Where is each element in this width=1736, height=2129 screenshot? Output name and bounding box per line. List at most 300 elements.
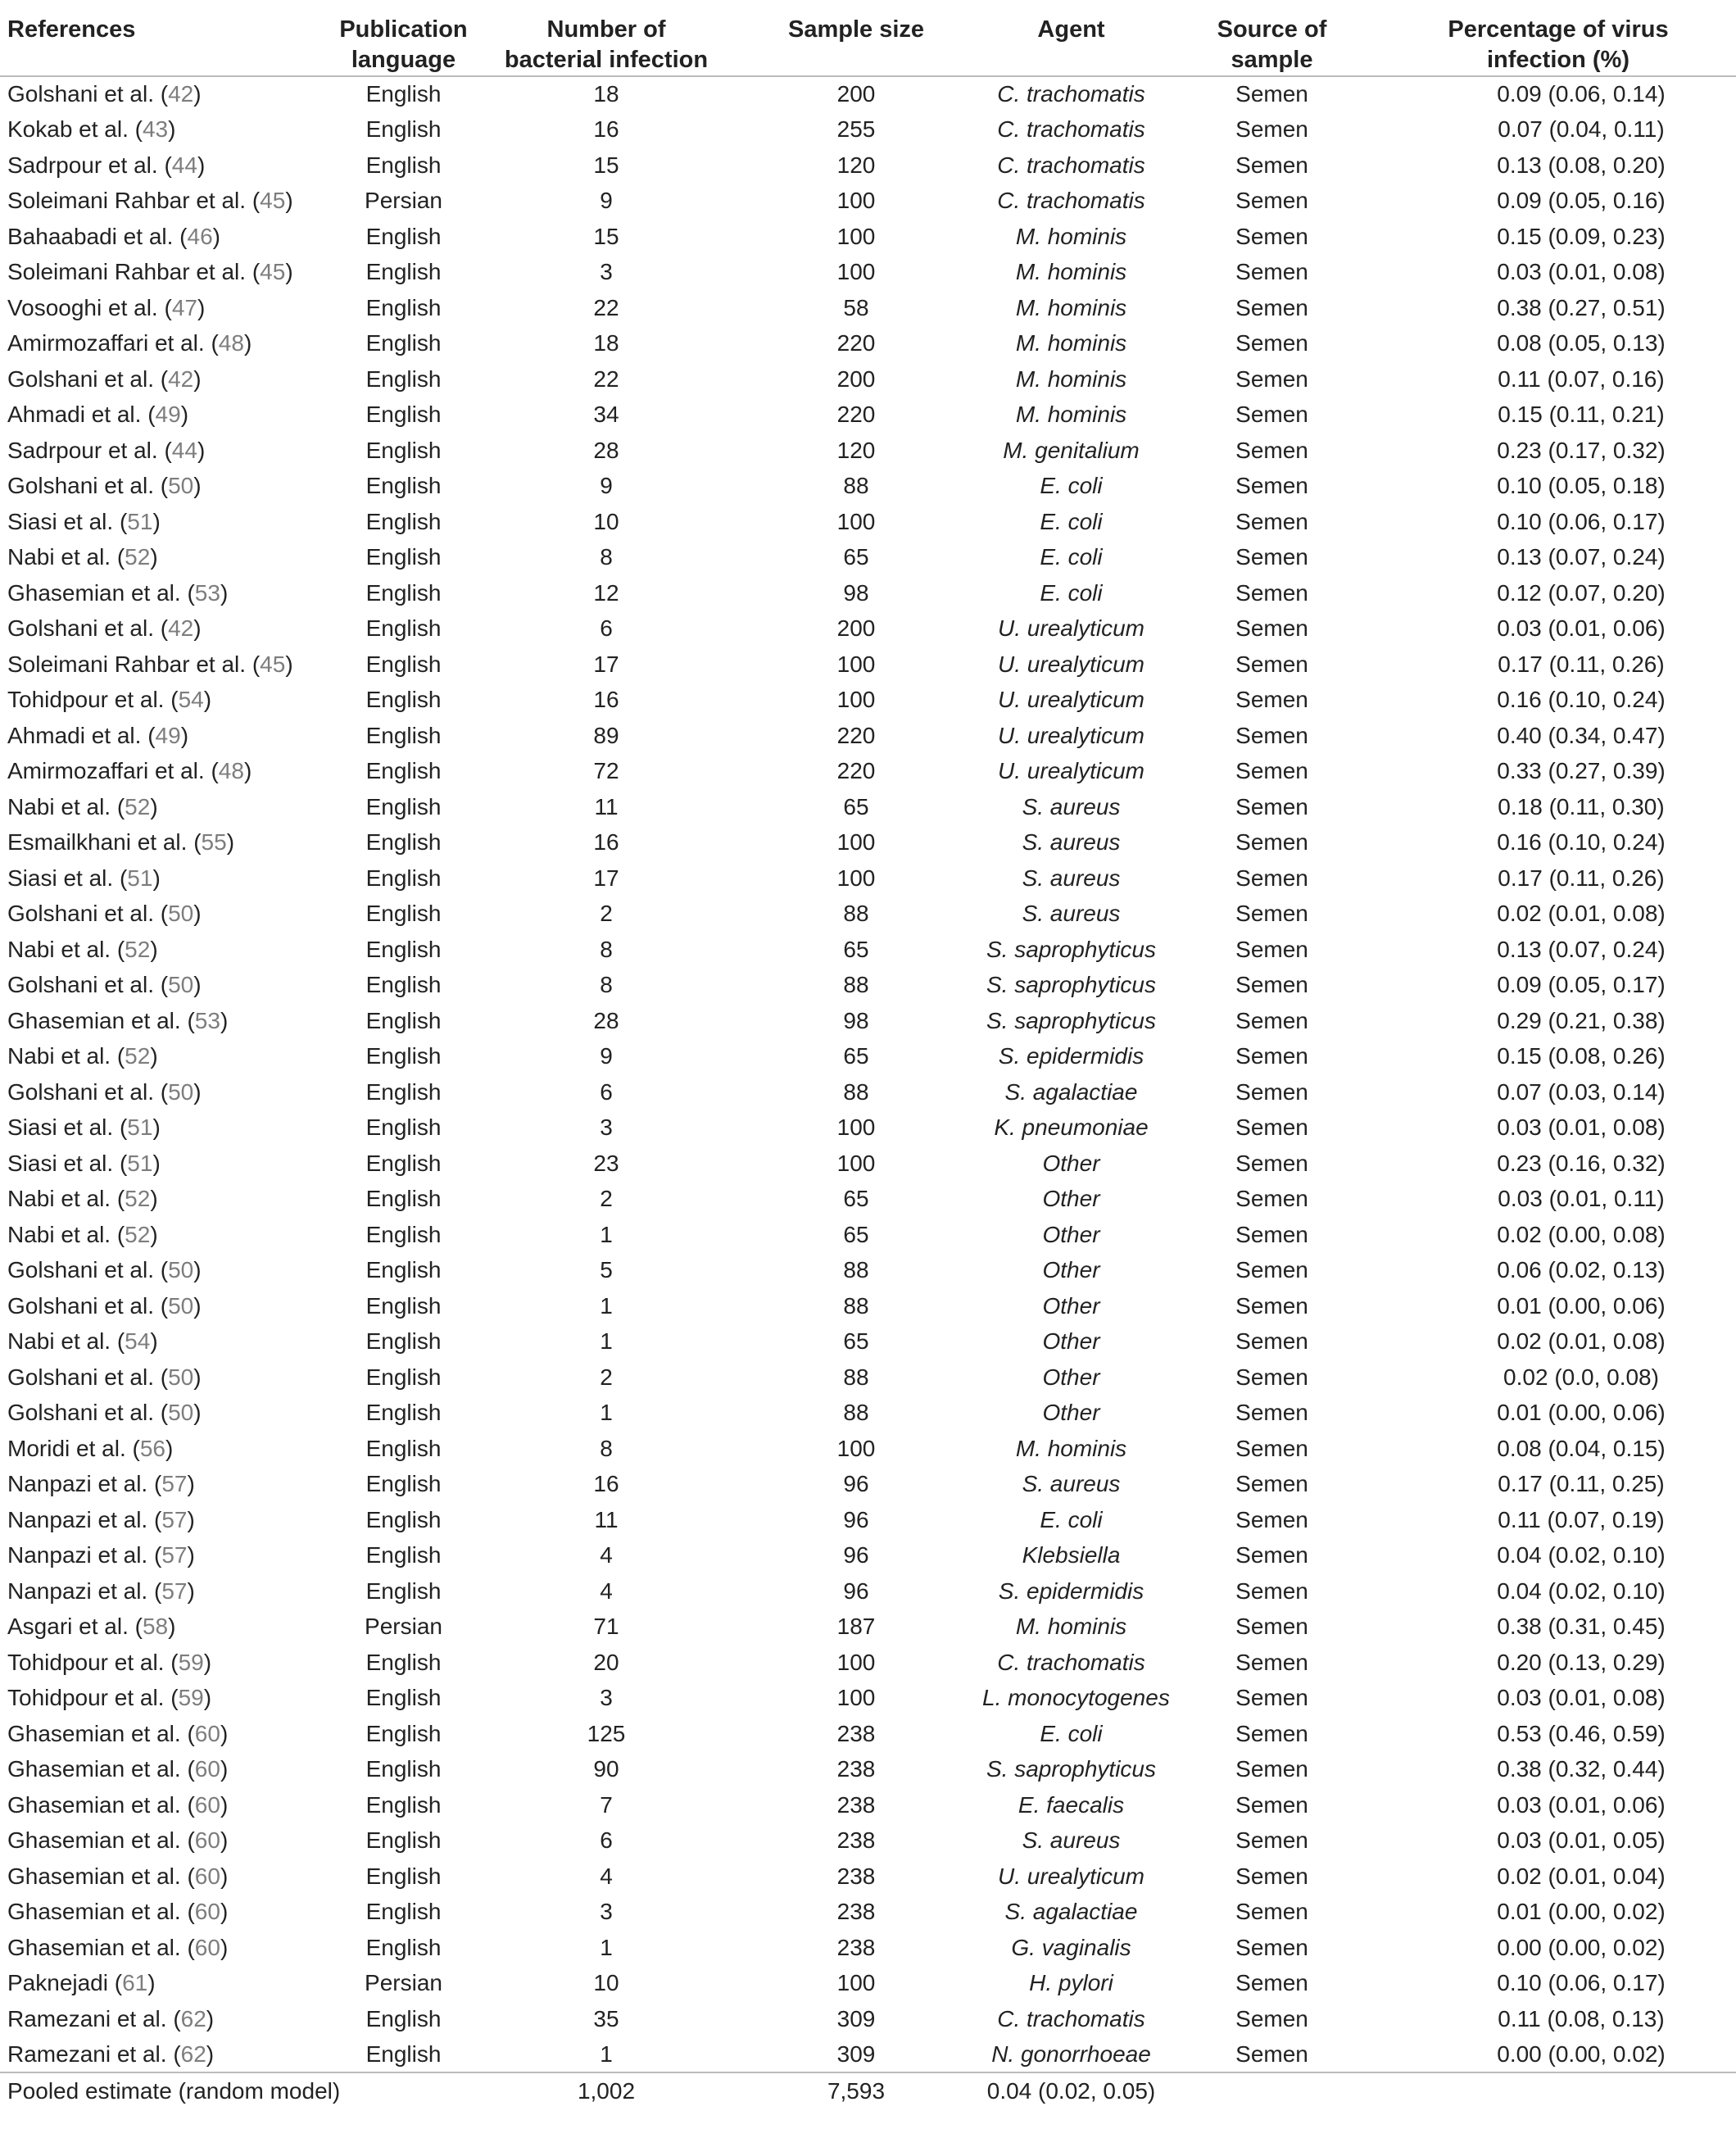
- reference-citation-number: 43: [142, 116, 169, 143]
- bacterial-infection-count-cell: 1: [600, 2040, 613, 2067]
- publication-language-cell: English: [365, 615, 442, 642]
- reference-cell: [0, 326, 328, 362]
- reference-author: Ghasemian et al. (: [7, 579, 195, 606]
- publication-language-cell: English: [365, 116, 442, 143]
- source-of-sample-cell: Semen: [1235, 544, 1308, 570]
- source-of-sample-cell: Semen: [1235, 1970, 1308, 1996]
- reference-cell: [0, 1039, 328, 1075]
- table-row: [0, 504, 1736, 540]
- reference-citation-number: 54: [178, 687, 204, 713]
- publication-language-cell: English: [365, 1649, 442, 1675]
- table-row: [0, 290, 1736, 326]
- agent-cell: E. coli: [1040, 1506, 1103, 1532]
- publication-language-cell: English: [365, 1114, 442, 1141]
- agent-cell: M. hominis: [1015, 1614, 1127, 1640]
- table-footer: [0, 2072, 1736, 2109]
- source-of-sample-cell: Semen: [1235, 365, 1308, 392]
- citation-close-paren: ): [168, 1614, 176, 1640]
- reference-cell: [0, 433, 328, 469]
- bacterial-infection-count-cell: 89: [593, 722, 619, 748]
- table-header: [0, 0, 1736, 76]
- column-header-agent: Agent: [979, 0, 1163, 76]
- percentage-cell: 0.13 (0.07, 0.24): [1497, 544, 1666, 570]
- table-row: [0, 1681, 1736, 1717]
- percentage-cell: 0.03 (0.01, 0.08): [1497, 1114, 1666, 1141]
- percentage-cell: 0.17 (0.11, 0.26): [1498, 651, 1665, 677]
- percentage-cell: 0.07 (0.03, 0.14): [1497, 1078, 1666, 1105]
- bacterial-infection-count-cell: 28: [593, 1007, 619, 1033]
- agent-cell: E. coli: [1040, 579, 1103, 606]
- reference-cell: [0, 1074, 328, 1110]
- bacterial-infection-count-cell: 28: [593, 437, 619, 463]
- citation-close-paren: ): [193, 615, 202, 642]
- reference-citation-number: 52: [125, 793, 151, 819]
- bacterial-infection-count-cell: 10: [593, 1970, 619, 1996]
- bacterial-infection-count-cell: 71: [593, 1614, 619, 1640]
- source-of-sample-cell: Semen: [1235, 330, 1308, 356]
- source-of-sample-cell: Semen: [1235, 1435, 1308, 1461]
- bacterial-infection-count-cell: 23: [593, 1150, 619, 1176]
- sample-size-cell: 200: [836, 365, 876, 392]
- agent-cell: M. hominis: [1015, 223, 1127, 249]
- citation-close-paren: ): [220, 1791, 229, 1818]
- publication-language-cell: English: [365, 1400, 442, 1426]
- percentage-cell: 0.01 (0.00, 0.06): [1497, 1292, 1666, 1319]
- reference-citation-number: 52: [125, 1043, 151, 1069]
- reference-citation-number: 51: [127, 1114, 153, 1141]
- table-row: [0, 1431, 1736, 1467]
- source-of-sample-cell: Semen: [1235, 579, 1308, 606]
- citation-close-paren: ): [147, 1970, 156, 1996]
- reference-author: Ramezani et al. (: [7, 2005, 181, 2031]
- percentage-cell: 0.02 (0.0, 0.08): [1503, 1364, 1659, 1390]
- footer-empty-cell: [1380, 2072, 1736, 2109]
- reference-citation-number: 49: [155, 402, 181, 428]
- citation-close-paren: ): [187, 1542, 195, 1568]
- agent-cell: M. hominis: [1015, 1435, 1127, 1461]
- percentage-cell: 0.03 (0.01, 0.11): [1498, 1186, 1665, 1212]
- sample-size-cell: 65: [843, 1328, 869, 1355]
- reference-cell: [0, 397, 328, 434]
- percentage-cell: 0.15 (0.11, 0.21): [1498, 402, 1665, 428]
- reference-author: Golshani et al. (: [7, 1257, 169, 1283]
- agent-cell: M. hominis: [1015, 259, 1127, 285]
- agent-cell: Other: [1042, 1150, 1100, 1176]
- bacterial-infection-count-cell: 11: [594, 793, 619, 819]
- reference-author: Golshani et al. (: [7, 901, 169, 927]
- citation-close-paren: ): [180, 722, 189, 748]
- agent-cell: S. aureus: [1022, 865, 1121, 891]
- reference-author: Golshani et al. (: [7, 1400, 169, 1426]
- publication-language-cell: English: [365, 365, 442, 392]
- table-row: [0, 1253, 1736, 1289]
- bacterial-infection-count-cell: 2: [600, 1364, 613, 1390]
- citation-close-paren: ): [187, 1471, 195, 1497]
- agent-cell: C. trachomatis: [997, 116, 1145, 143]
- table-row: [0, 1573, 1736, 1609]
- table-row: [0, 611, 1736, 647]
- sample-size-cell: 238: [836, 1791, 876, 1818]
- source-of-sample-cell: Semen: [1235, 1542, 1308, 1568]
- agent-cell: Other: [1042, 1186, 1100, 1212]
- reference-citation-number: 57: [161, 1506, 188, 1532]
- source-of-sample-cell: Semen: [1235, 1328, 1308, 1355]
- source-of-sample-cell: Semen: [1235, 793, 1308, 819]
- table-row: [0, 1645, 1736, 1681]
- reference-citation-number: 50: [168, 1078, 194, 1105]
- sample-size-cell: 65: [843, 1043, 869, 1069]
- publication-language-cell: English: [365, 1934, 442, 1960]
- citation-close-paren: ): [168, 116, 176, 143]
- agent-cell: E. faecalis: [1018, 1791, 1125, 1818]
- reference-author: Moridi et al. (: [7, 1435, 140, 1461]
- percentage-cell: 0.08 (0.04, 0.15): [1497, 1435, 1666, 1461]
- source-of-sample-cell: Semen: [1235, 437, 1308, 463]
- table-body: [0, 76, 1736, 2072]
- percentage-cell: 0.06 (0.02, 0.13): [1497, 1257, 1666, 1283]
- percentage-cell: 0.23 (0.16, 0.32): [1497, 1150, 1666, 1176]
- citation-close-paren: ): [193, 1078, 202, 1105]
- table-row: [0, 575, 1736, 611]
- publication-language-cell: English: [365, 1720, 442, 1746]
- source-of-sample-cell: Semen: [1235, 1720, 1308, 1746]
- table-row: [0, 540, 1736, 576]
- reference-cell: [0, 611, 328, 647]
- table-row: [0, 968, 1736, 1004]
- reference-author: Ghasemian et al. (: [7, 1899, 195, 1925]
- reference-cell: [0, 647, 328, 683]
- agent-cell: U. urealyticum: [998, 1863, 1144, 1889]
- table-row: [0, 647, 1736, 683]
- reference-citation-number: 50: [168, 1257, 194, 1283]
- agent-cell: S. epidermidis: [998, 1577, 1144, 1604]
- citation-close-paren: ): [193, 473, 202, 499]
- bacterial-infection-count-cell: 22: [593, 294, 619, 320]
- agent-cell: S. saprophyticus: [986, 1007, 1156, 1033]
- table-row: [0, 1039, 1736, 1075]
- column-header-source-of-sample: Source of sample: [1163, 0, 1380, 76]
- reference-cell: [0, 1288, 328, 1324]
- reference-cell: [0, 112, 328, 148]
- reference-citation-number: 60: [194, 1827, 220, 1854]
- reference-author: Ghasemian et al. (: [7, 1720, 195, 1746]
- citation-close-paren: ): [150, 793, 158, 819]
- reference-cell: [0, 1645, 328, 1681]
- sample-size-cell: 100: [836, 223, 876, 249]
- pooled-estimate-value: 0.04 (0.02, 0.05): [979, 2072, 1163, 2109]
- bacterial-infection-count-cell: 6: [600, 615, 613, 642]
- citation-close-paren: ): [197, 294, 206, 320]
- reference-cell: [0, 683, 328, 719]
- publication-language-cell: English: [365, 936, 442, 962]
- citation-close-paren: ): [150, 1221, 158, 1247]
- reference-citation-number: 45: [260, 259, 286, 285]
- sample-size-cell: 88: [843, 901, 869, 927]
- publication-language-cell: English: [365, 1186, 442, 1212]
- citation-close-paren: ): [150, 1186, 158, 1212]
- sample-size-cell: 65: [843, 1221, 869, 1247]
- reference-cell: [0, 575, 328, 611]
- percentage-cell: 0.23 (0.17, 0.32): [1497, 437, 1666, 463]
- table-row: [0, 2001, 1736, 2037]
- reference-cell: [0, 1859, 328, 1895]
- table-row: [0, 1146, 1736, 1182]
- bacterial-infection-count-cell: 2: [600, 901, 613, 927]
- reference-citation-number: 44: [171, 437, 197, 463]
- sample-size-cell: 220: [836, 722, 876, 748]
- table-row: [0, 148, 1736, 184]
- table-row: [0, 1609, 1736, 1646]
- publication-language-cell: English: [365, 1043, 442, 1069]
- percentage-cell: 0.16 (0.10, 0.24): [1497, 687, 1666, 713]
- percentage-cell: 0.09 (0.05, 0.16): [1497, 188, 1666, 214]
- sample-size-cell: 238: [836, 1827, 876, 1854]
- source-of-sample-cell: Semen: [1235, 81, 1308, 107]
- percentage-cell: 0.02 (0.00, 0.08): [1497, 1221, 1666, 1247]
- table-row: [0, 326, 1736, 362]
- sample-size-cell: 65: [843, 544, 869, 570]
- agent-cell: U. urealyticum: [998, 651, 1144, 677]
- reference-author: Golshani et al. (: [7, 365, 169, 392]
- sample-size-cell: 96: [843, 1542, 869, 1568]
- citation-close-paren: ): [220, 1827, 229, 1854]
- pooled-estimate-label: Pooled estimate (random model): [0, 2072, 328, 2109]
- citation-close-paren: ): [206, 2040, 215, 2067]
- bacterial-infection-count-cell: 1: [600, 1221, 613, 1247]
- reference-citation-number: 42: [168, 615, 194, 642]
- bacterial-infection-count-cell: 1: [600, 1292, 613, 1319]
- reference-citation-number: 60: [194, 1899, 220, 1925]
- source-of-sample-cell: Semen: [1235, 1791, 1308, 1818]
- reference-citation-number: 62: [180, 2040, 206, 2067]
- sample-size-cell: 255: [836, 116, 876, 143]
- source-of-sample-cell: Semen: [1235, 1471, 1308, 1497]
- reference-cell: [0, 1253, 328, 1289]
- reference-author: Golshani et al. (: [7, 473, 169, 499]
- reference-citation-number: 44: [171, 152, 197, 178]
- bacterial-infection-count-cell: 11: [594, 1506, 619, 1532]
- reference-cell: [0, 860, 328, 897]
- publication-language-cell: English: [365, 223, 442, 249]
- publication-language-cell: English: [365, 402, 442, 428]
- reference-citation-number: 62: [180, 2005, 206, 2031]
- reference-citation-number: 58: [142, 1614, 169, 1640]
- sample-size-cell: 200: [836, 615, 876, 642]
- column-header-references: References: [0, 0, 328, 76]
- source-of-sample-cell: Semen: [1235, 116, 1308, 143]
- source-of-sample-cell: Semen: [1235, 865, 1308, 891]
- table-row: [0, 76, 1736, 112]
- sample-size-cell: 65: [843, 1186, 869, 1212]
- reference-citation-number: 49: [155, 722, 181, 748]
- publication-language-cell: English: [365, 294, 442, 320]
- sample-size-cell: 238: [836, 1720, 876, 1746]
- reference-cell: [0, 1895, 328, 1931]
- bacterial-infection-count-cell: 9: [600, 188, 613, 214]
- reference-citation-number: 60: [194, 1791, 220, 1818]
- reference-author: Siasi et al. (: [7, 1150, 128, 1176]
- citation-close-paren: ): [193, 1257, 202, 1283]
- sample-size-cell: 100: [836, 1150, 876, 1176]
- citation-close-paren: ): [220, 1007, 229, 1033]
- reference-author: Nabi et al. (: [7, 1221, 125, 1247]
- percentage-cell: 0.17 (0.11, 0.25): [1498, 1471, 1665, 1497]
- source-of-sample-cell: Semen: [1235, 223, 1308, 249]
- column-header-percentage: Percentage of virus infection (%): [1380, 0, 1736, 76]
- agent-cell: C. trachomatis: [997, 2005, 1145, 2031]
- citation-close-paren: ): [206, 2005, 215, 2031]
- bacterial-infection-count-cell: 1: [600, 1934, 613, 1960]
- publication-language-cell: English: [365, 1471, 442, 1497]
- publication-language-cell: English: [365, 1791, 442, 1818]
- percentage-cell: 0.03 (0.01, 0.05): [1497, 1827, 1666, 1854]
- reference-cell: [0, 1573, 328, 1609]
- reference-cell: [0, 469, 328, 505]
- source-of-sample-cell: Semen: [1235, 1292, 1308, 1319]
- reference-author: Soleimani Rahbar et al. (: [7, 651, 261, 677]
- publication-language-cell: English: [365, 793, 442, 819]
- sample-size-cell: 100: [836, 259, 876, 285]
- source-of-sample-cell: Semen: [1235, 1685, 1308, 1711]
- reference-citation-number: 50: [168, 901, 194, 927]
- agent-cell: M. hominis: [1015, 294, 1127, 320]
- source-of-sample-cell: Semen: [1235, 508, 1308, 534]
- reference-author: Siasi et al. (: [7, 1114, 128, 1141]
- reference-cell: [0, 361, 328, 397]
- percentage-cell: 0.00 (0.00, 0.02): [1497, 2040, 1666, 2067]
- publication-language-cell: English: [365, 2040, 442, 2067]
- percentage-cell: 0.16 (0.10, 0.24): [1497, 829, 1666, 856]
- table-row: [0, 469, 1736, 505]
- source-of-sample-cell: Semen: [1235, 615, 1308, 642]
- reference-citation-number: 57: [161, 1542, 188, 1568]
- percentage-cell: 0.17 (0.11, 0.26): [1498, 865, 1665, 891]
- agent-cell: E. coli: [1040, 1720, 1103, 1746]
- bacterial-infection-count-cell: 1: [600, 1400, 613, 1426]
- table-row: [0, 433, 1736, 469]
- table-row: [0, 1217, 1736, 1253]
- reference-author: Soleimani Rahbar et al. (: [7, 259, 261, 285]
- citation-close-paren: ): [165, 1435, 174, 1461]
- sample-size-cell: 120: [836, 437, 876, 463]
- citation-close-paren: ): [152, 508, 161, 534]
- percentage-cell: 0.01 (0.00, 0.02): [1497, 1899, 1666, 1925]
- percentage-cell: 0.13 (0.07, 0.24): [1497, 936, 1666, 962]
- publication-language-cell: English: [365, 1506, 442, 1532]
- reference-author: Tohidpour et al. (: [7, 1685, 179, 1711]
- percentage-cell: 0.09 (0.06, 0.14): [1497, 81, 1666, 107]
- percentage-cell: 0.01 (0.00, 0.06): [1497, 1400, 1666, 1426]
- bacterial-infection-count-cell: 4: [600, 1542, 613, 1568]
- reference-citation-number: 45: [260, 651, 286, 677]
- reference-author: Golshani et al. (: [7, 81, 169, 107]
- reference-author: Vosooghi et al. (: [7, 294, 172, 320]
- total-infections: 1,002: [479, 2072, 733, 2109]
- source-of-sample-cell: Semen: [1235, 1186, 1308, 1212]
- agent-cell: S. aureus: [1022, 1471, 1121, 1497]
- reference-author: Nanpazi et al. (: [7, 1471, 162, 1497]
- citation-close-paren: ): [220, 1720, 229, 1746]
- bacterial-infection-count-cell: 90: [593, 1756, 619, 1782]
- percentage-cell: 0.15 (0.09, 0.23): [1497, 223, 1666, 249]
- table-row: [0, 2037, 1736, 2073]
- sample-size-cell: 100: [836, 1435, 876, 1461]
- source-of-sample-cell: Semen: [1235, 473, 1308, 499]
- reference-cell: [0, 1716, 328, 1752]
- citation-close-paren: ): [193, 365, 202, 392]
- citation-close-paren: ): [243, 758, 252, 784]
- bacterial-infection-count-cell: 35: [593, 2005, 619, 2031]
- percentage-cell: 0.40 (0.34, 0.47): [1497, 722, 1666, 748]
- sample-size-cell: 100: [836, 829, 876, 856]
- table-row: [0, 1966, 1736, 2002]
- sample-size-cell: 100: [836, 865, 876, 891]
- reference-cell: [0, 540, 328, 576]
- source-of-sample-cell: Semen: [1235, 1827, 1308, 1854]
- agent-cell: C. trachomatis: [997, 1649, 1145, 1675]
- agent-cell: S. saprophyticus: [986, 972, 1156, 998]
- publication-language-cell: English: [365, 508, 442, 534]
- publication-language-cell: Persian: [365, 1614, 442, 1640]
- citation-close-paren: ): [203, 1685, 212, 1711]
- reference-citation-number: 59: [178, 1649, 204, 1675]
- reference-citation-number: 56: [139, 1435, 165, 1461]
- agent-cell: S. epidermidis: [998, 1043, 1144, 1069]
- reference-author: Nabi et al. (: [7, 936, 125, 962]
- source-of-sample-cell: Semen: [1235, 1649, 1308, 1675]
- publication-language-cell: English: [365, 1685, 442, 1711]
- table-row: [0, 361, 1736, 397]
- citation-close-paren: ): [187, 1506, 195, 1532]
- agent-cell: C. trachomatis: [997, 81, 1145, 107]
- table-row: [0, 1716, 1736, 1752]
- reference-author: Nanpazi et al. (: [7, 1577, 162, 1604]
- table-row: [0, 789, 1736, 825]
- reference-citation-number: 47: [171, 294, 197, 320]
- reference-author: Nabi et al. (: [7, 1186, 125, 1212]
- agent-cell: M. hominis: [1015, 330, 1127, 356]
- agent-cell: S. agalactiae: [1004, 1899, 1138, 1925]
- citation-close-paren: ): [203, 1649, 212, 1675]
- reference-cell: [0, 255, 328, 291]
- sample-size-cell: 100: [836, 1685, 876, 1711]
- table-row: [0, 1895, 1736, 1931]
- reference-cell: [0, 1182, 328, 1218]
- publication-language-cell: English: [365, 259, 442, 285]
- source-of-sample-cell: Semen: [1235, 1364, 1308, 1390]
- reference-cell: [0, 1146, 328, 1182]
- bacterial-infection-count-cell: 16: [593, 829, 619, 856]
- reference-citation-number: 60: [194, 1863, 220, 1889]
- source-of-sample-cell: Semen: [1235, 722, 1308, 748]
- table-row: [0, 1787, 1736, 1823]
- agent-cell: E. coli: [1040, 544, 1103, 570]
- table-row: [0, 184, 1736, 220]
- publication-language-cell: Persian: [365, 188, 442, 214]
- bacterial-infection-count-cell: 7: [600, 1791, 613, 1818]
- citation-close-paren: ): [187, 1577, 195, 1604]
- publication-language-cell: English: [365, 687, 442, 713]
- reference-cell: [0, 1752, 328, 1788]
- percentage-cell: 0.02 (0.01, 0.08): [1497, 1328, 1666, 1355]
- sample-size-cell: 309: [836, 2040, 876, 2067]
- reference-cell: [0, 1217, 328, 1253]
- percentage-cell: 0.02 (0.01, 0.08): [1497, 901, 1666, 927]
- citation-close-paren: ): [220, 1934, 229, 1960]
- agent-cell: S. aureus: [1022, 901, 1121, 927]
- reference-author: Ahmadi et al. (: [7, 402, 156, 428]
- bacterial-infection-count-cell: 15: [593, 152, 619, 178]
